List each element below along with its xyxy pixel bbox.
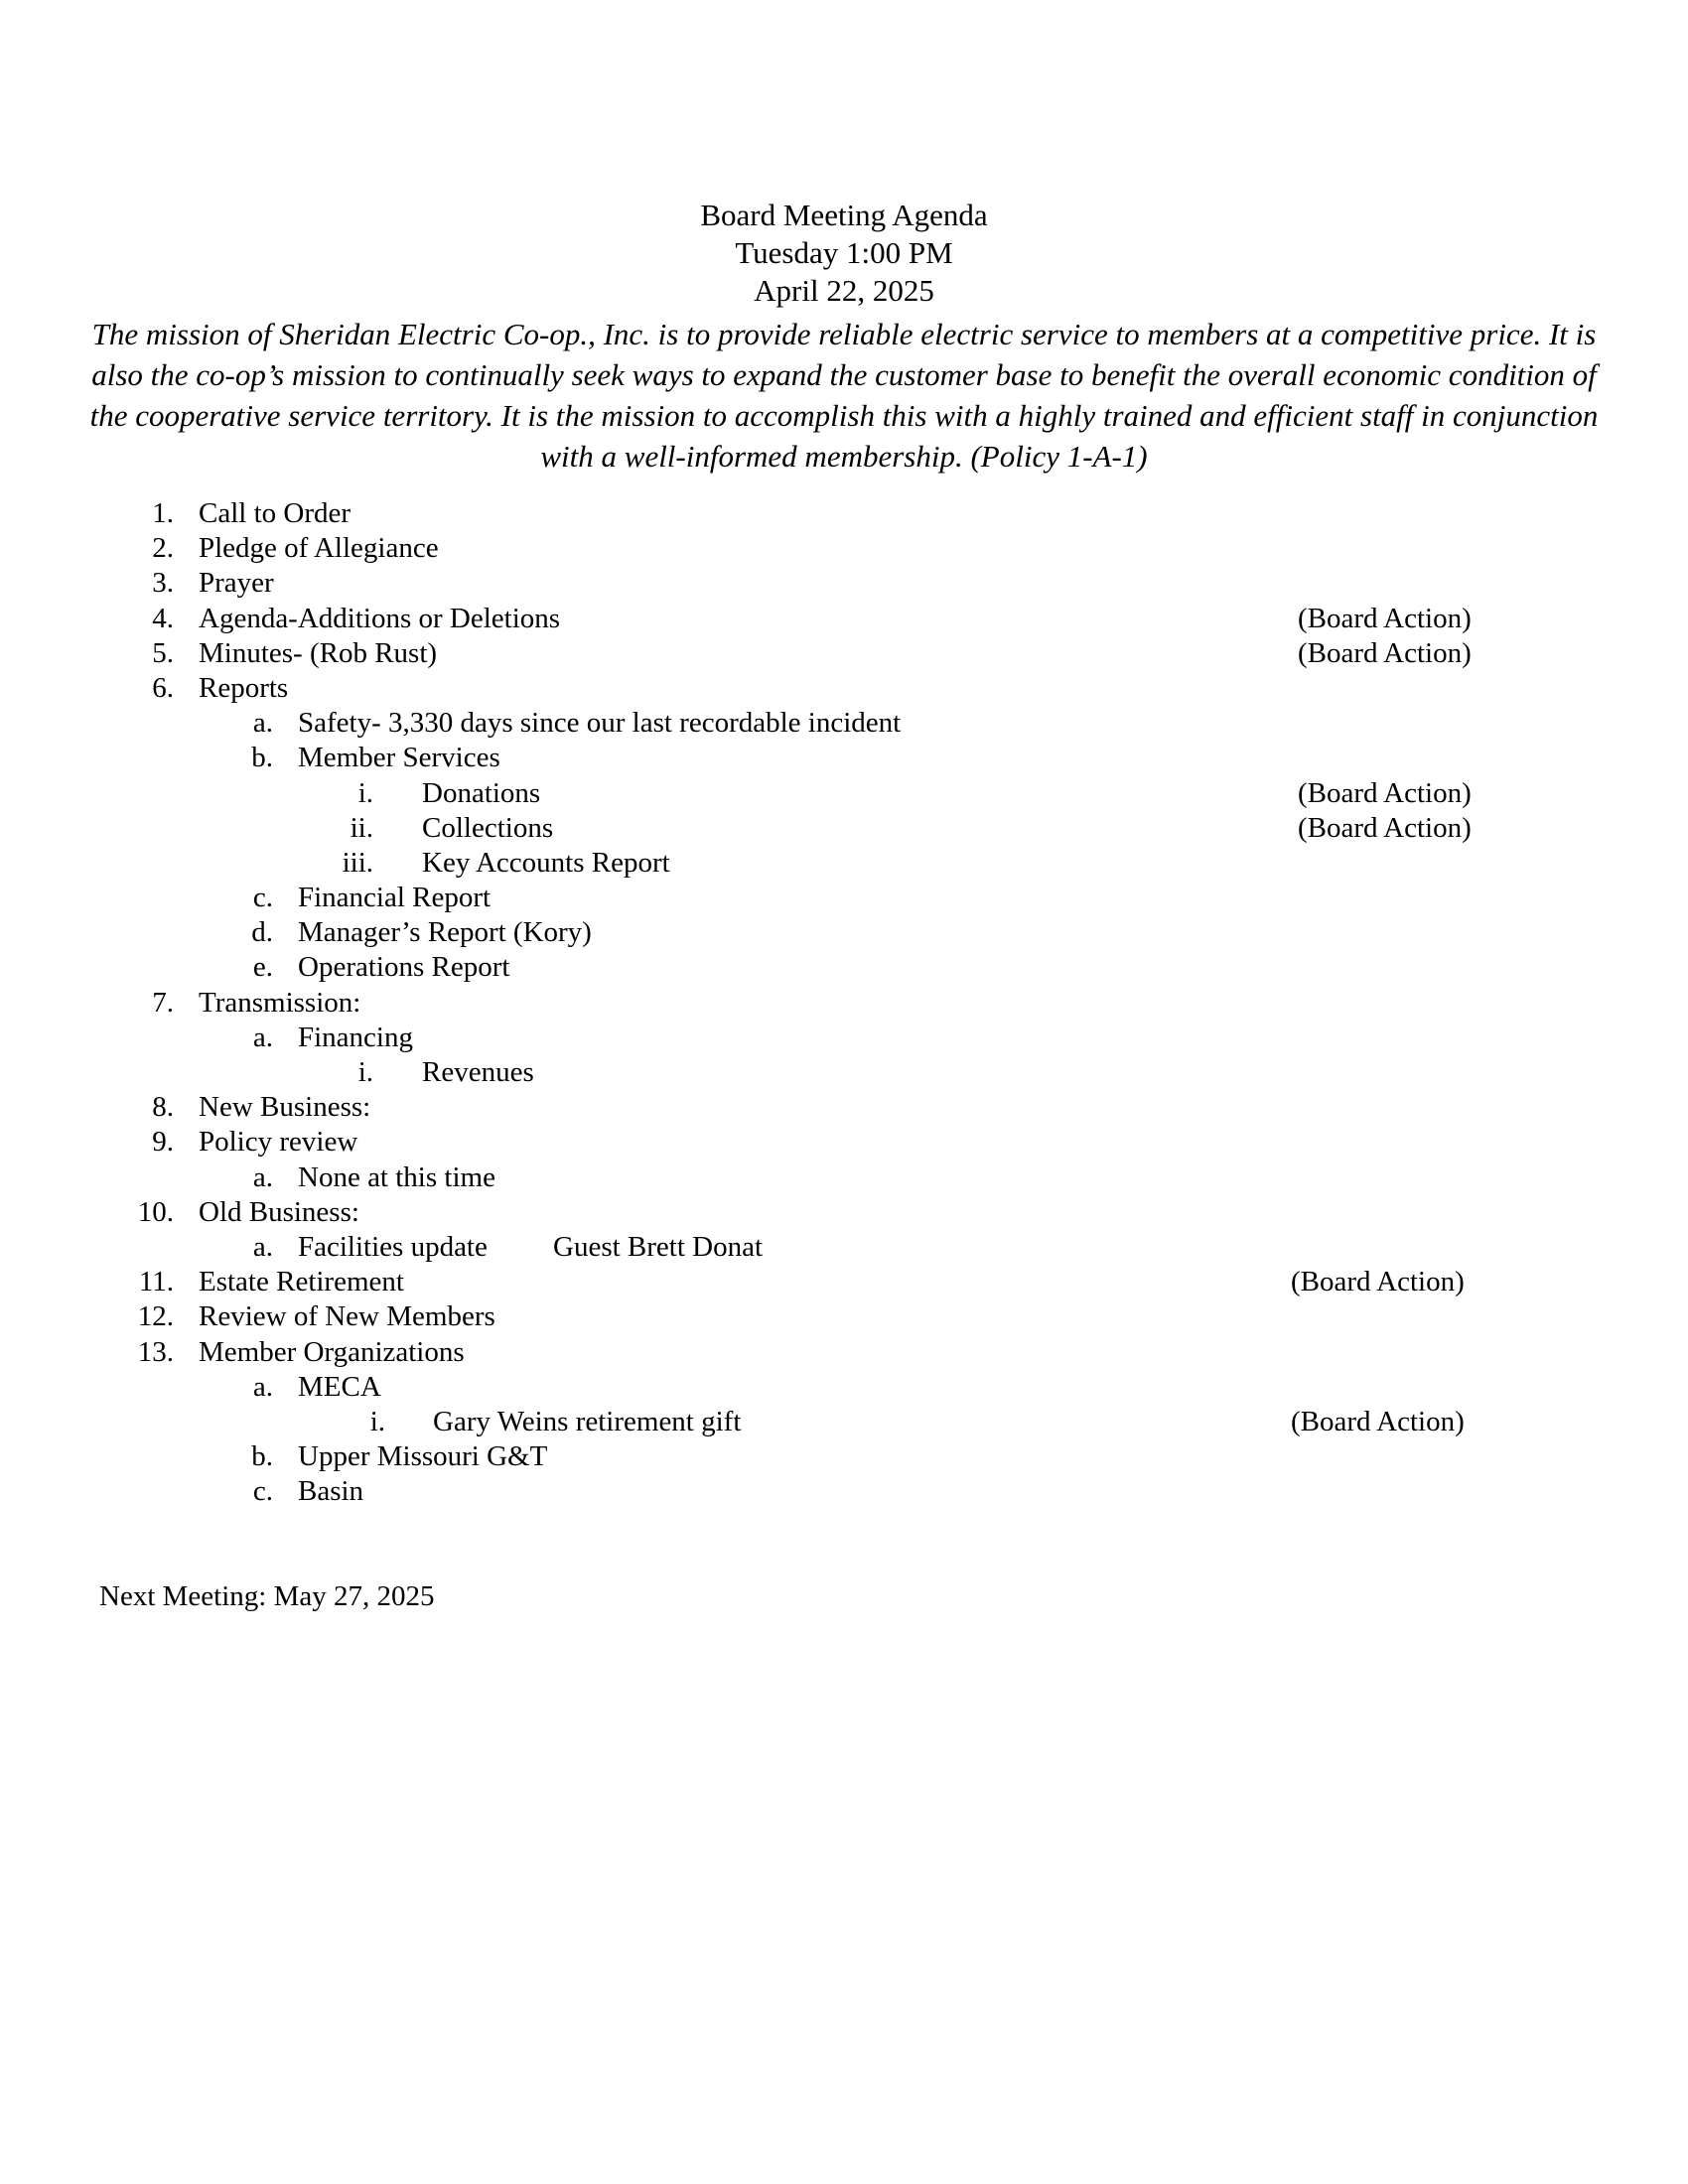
item-number: ii. <box>350 811 373 844</box>
item-number: 2. <box>152 532 174 565</box>
agenda-subsubitem-retirement-gift <box>0 1405 1688 1439</box>
item-number: b. <box>251 742 273 774</box>
meeting-time: Tuesday 1:00 PM <box>735 235 953 270</box>
item-number: a. <box>252 1230 273 1263</box>
item-number: i. <box>369 1405 385 1437</box>
agenda-subsubitem-collections <box>0 811 1688 846</box>
agenda-subsubitem-key-accounts <box>0 846 1688 881</box>
agenda-item-reports <box>0 671 1688 706</box>
item-number: 13. <box>137 1335 174 1368</box>
agenda-item-review-new-members <box>0 1299 1688 1334</box>
item-text: Review of New Members <box>199 1300 495 1333</box>
mission-statement: The mission of Sheridan Electric Co-op., Inc. is to provide reliable electric service to members at a competitive price. It is also the co-op’s mission to continually seek ways to expand the customer base to benefit the overall economic condition of the cooperative service territory. It is the mission to accomplish this with a highly trained and efficient staff in conjunction with a well-informed membership. (Policy 1-A-1) <box>89 317 1599 474</box>
agenda-subitem-upper-missouri <box>0 1439 1688 1474</box>
item-text: Facilities update <box>298 1230 488 1263</box>
item-text: Call to Order <box>199 497 352 529</box>
item-number: 10. <box>137 1195 174 1228</box>
item-number: 11. <box>138 1266 174 1298</box>
item-text: Upper Missouri G&T <box>298 1440 548 1473</box>
agenda-subitem-operations-report <box>0 950 1688 985</box>
item-number: 3. <box>152 567 174 600</box>
item-number: 5. <box>152 636 174 669</box>
item-number: 7. <box>152 986 174 1019</box>
item-number: 12. <box>137 1300 174 1333</box>
item-text: Collections <box>422 811 554 844</box>
agenda-item-call-to-order <box>0 496 1688 531</box>
item-text: Member Organizations <box>199 1335 465 1368</box>
item-text: Basin <box>298 1475 364 1508</box>
agenda-subsubitem-donations <box>0 776 1688 811</box>
board-action-label: (Board Action) <box>1298 811 1472 844</box>
agenda-list <box>0 496 1688 1509</box>
item-text: Safety- 3,330 days since our last recordable incident <box>298 707 902 740</box>
board-action-label: (Board Action) <box>1298 602 1472 634</box>
agenda-item-member-organizations <box>0 1335 1688 1370</box>
item-number: e. <box>252 951 273 984</box>
agenda-subitem-safety <box>0 706 1688 741</box>
item-text: Gary Weins retirement gift <box>433 1405 742 1437</box>
agenda-item-pledge <box>0 531 1688 566</box>
item-text: None at this time <box>298 1160 495 1193</box>
board-action-label: (Board Action) <box>1291 1405 1465 1437</box>
board-action-label: (Board Action) <box>1298 636 1472 669</box>
item-text: Revenues <box>422 1056 534 1088</box>
agenda-subitem-financing <box>0 1021 1688 1055</box>
item-text: Agenda-Additions or Deletions <box>199 602 561 634</box>
agenda-subsubitem-revenues <box>0 1055 1688 1090</box>
agenda-subitem-none <box>0 1160 1688 1195</box>
item-text: Key Accounts Report <box>422 846 670 879</box>
board-action-label: (Board Action) <box>1291 1266 1465 1298</box>
meeting-date: April 22, 2025 <box>754 273 934 308</box>
item-number: 4. <box>152 602 174 634</box>
next-meeting: Next Meeting: May 27, 2025 <box>99 1580 435 1612</box>
board-action-label: (Board Action) <box>1298 776 1472 809</box>
item-number: a. <box>252 1370 273 1403</box>
agenda-item-estate-retirement <box>0 1265 1688 1299</box>
item-number: a. <box>252 1160 273 1193</box>
page-title: Board Meeting Agenda <box>700 198 988 232</box>
agenda-subitem-meca <box>0 1370 1688 1405</box>
item-text: Donations <box>422 776 541 809</box>
agenda-item-minutes <box>0 636 1688 671</box>
item-text: MECA <box>298 1370 381 1403</box>
agenda-item-old-business <box>0 1195 1688 1230</box>
item-text: New Business: <box>199 1091 371 1124</box>
item-number: b. <box>251 1440 273 1473</box>
item-text: Financing <box>298 1021 413 1053</box>
agenda-item-transmission <box>0 986 1688 1021</box>
agenda-subitem-managers-report <box>0 915 1688 950</box>
agenda-item-new-business <box>0 1090 1688 1125</box>
item-text: Pledge of Allegiance <box>199 532 439 565</box>
item-number: iii. <box>342 846 373 879</box>
item-number: 1. <box>152 497 174 529</box>
item-text: Manager’s Report (Kory) <box>298 916 592 949</box>
item-number: a. <box>252 1021 273 1053</box>
agenda-subitem-facilities-update <box>0 1230 1688 1265</box>
item-text: Reports <box>199 671 289 704</box>
item-text: Operations Report <box>298 951 510 984</box>
item-number: c. <box>252 1475 273 1508</box>
item-text: Prayer <box>199 567 274 600</box>
agenda-subitem-basin <box>0 1474 1688 1509</box>
item-text: Policy review <box>199 1126 358 1159</box>
item-number: c. <box>252 882 273 914</box>
item-number: d. <box>251 916 273 949</box>
item-text: Transmission: <box>199 986 361 1019</box>
item-text: Member Services <box>298 742 500 774</box>
agenda-subitem-financial-report <box>0 881 1688 915</box>
item-number: i. <box>357 1056 373 1088</box>
item-number: 9. <box>152 1126 174 1159</box>
item-text: Minutes- (Rob Rust) <box>199 636 438 669</box>
item-text: Financial Report <box>298 882 492 914</box>
item-number: a. <box>252 707 273 740</box>
item-number: 6. <box>152 671 174 704</box>
item-number: 8. <box>152 1091 174 1124</box>
guest-label: Guest Brett Donat <box>553 1230 764 1263</box>
item-text: Estate Retirement <box>199 1266 404 1298</box>
agenda-subitem-member-services <box>0 741 1688 775</box>
agenda-header <box>0 197 1688 310</box>
agenda-item-prayer <box>0 566 1688 601</box>
agenda-item-policy-review <box>0 1125 1688 1160</box>
agenda-item-additions-deletions <box>0 602 1688 636</box>
item-number: i. <box>357 776 373 809</box>
item-text: Old Business: <box>199 1195 359 1228</box>
